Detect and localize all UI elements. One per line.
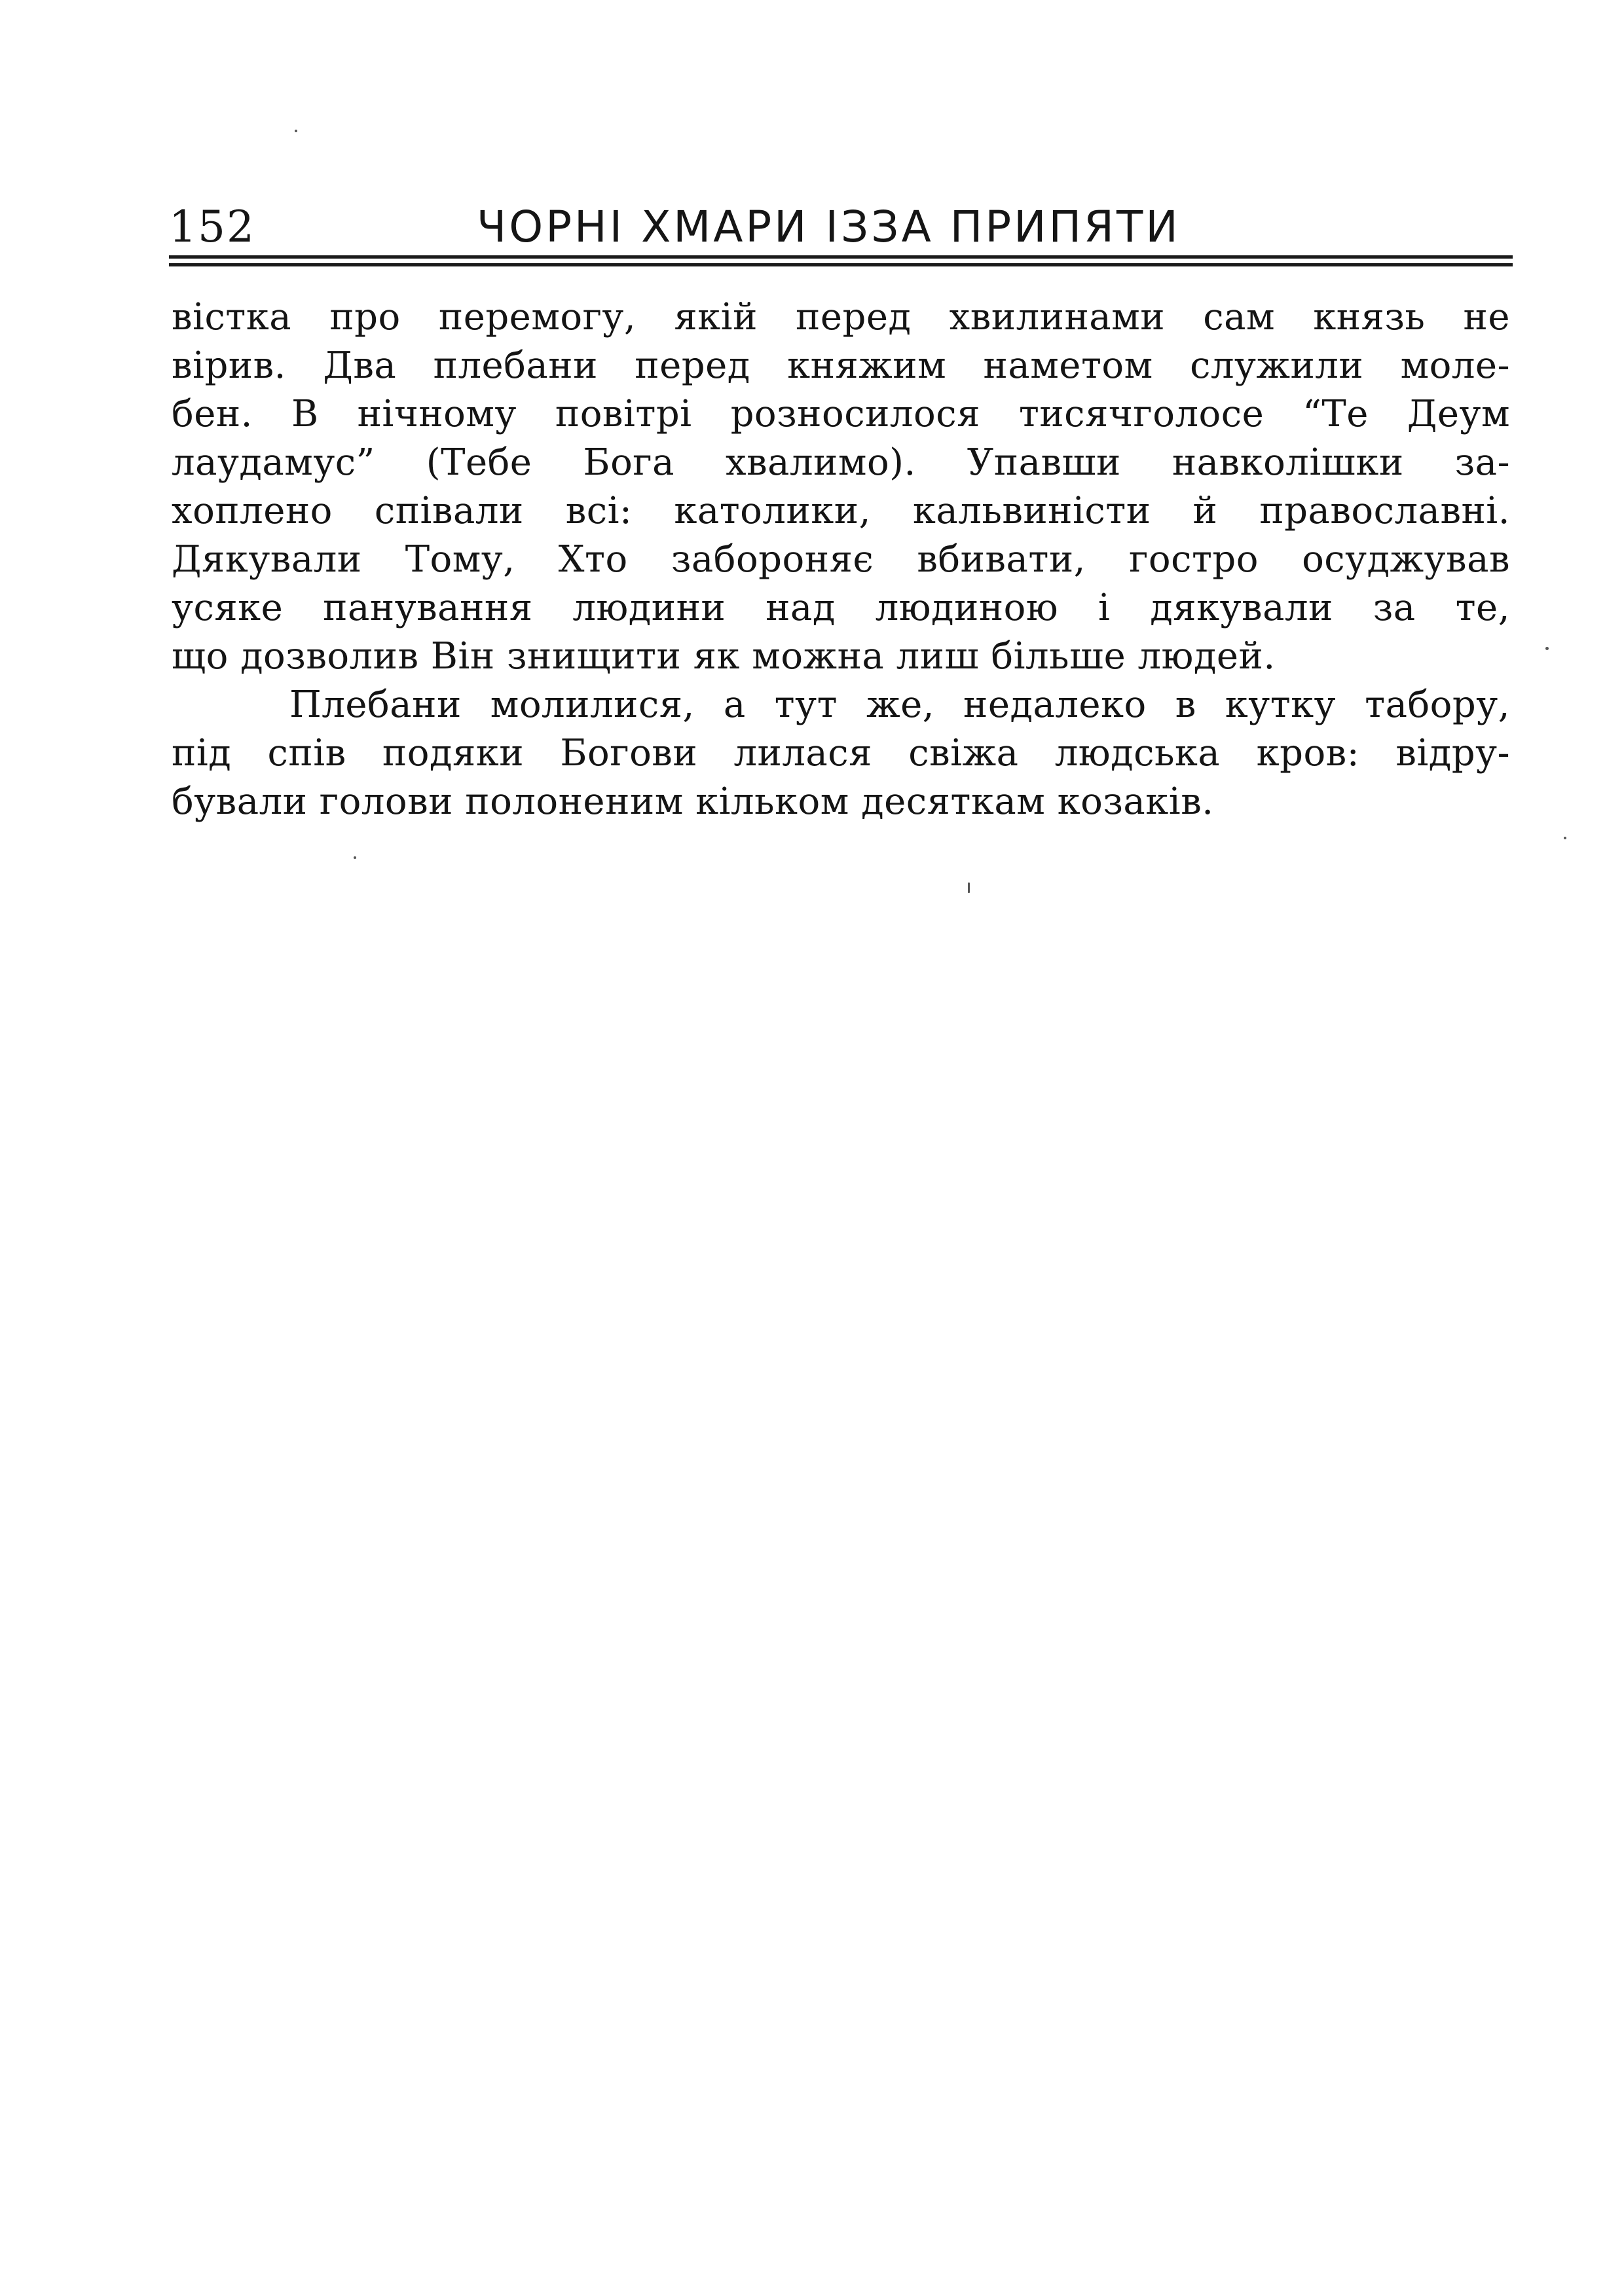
scan-speck <box>968 883 970 893</box>
text-line: під спів подяки Богови лилася свіжа людська кров: відру- <box>172 732 1510 774</box>
scan-speck <box>1545 647 1549 650</box>
paragraph-2 <box>172 681 1510 826</box>
text-line: вістка про перемогу, якій перед хвилинами сам князь не <box>172 296 1510 338</box>
text-line: вірив. Два плебани перед княжим наметом служили моле- <box>172 344 1510 387</box>
scan-speck <box>1564 837 1566 839</box>
header-rule-top <box>169 255 1513 259</box>
text-line: що дозволив Він знищити як можна лиш більше людей. <box>172 635 1276 678</box>
text-line: лаудамус” (Тебе Бога хвалимо). Упавши навколішки за- <box>172 441 1510 484</box>
paragraph-1 <box>172 293 1510 681</box>
text-line: Дякували Тому, Хто забороняє вбивати, гостро осуджував <box>172 538 1510 581</box>
header-rule-bottom <box>169 263 1513 266</box>
text-line: усяке панування людини над людиною і дякували за те, <box>172 587 1510 629</box>
text-line: хоплено співали всі: католики, кальвиністи й православні. <box>172 490 1510 532</box>
text-line: Плебани молилися, а тут же, недалеко в кутку табору, <box>289 683 1510 726</box>
body-text <box>172 293 1510 826</box>
scan-speck <box>354 856 356 859</box>
scan-speck <box>295 130 297 132</box>
page-number: 152 <box>169 202 255 252</box>
running-title: ЧОРНІ ХМАРИ ІЗЗА ПРИПЯТИ <box>477 202 1181 252</box>
text-line: бен. В нічному повітрі розносилося тисячголосе “Те Деум <box>172 393 1510 435</box>
text-line: бували голови полоненим кільком десяткам козаків. <box>172 780 1214 823</box>
